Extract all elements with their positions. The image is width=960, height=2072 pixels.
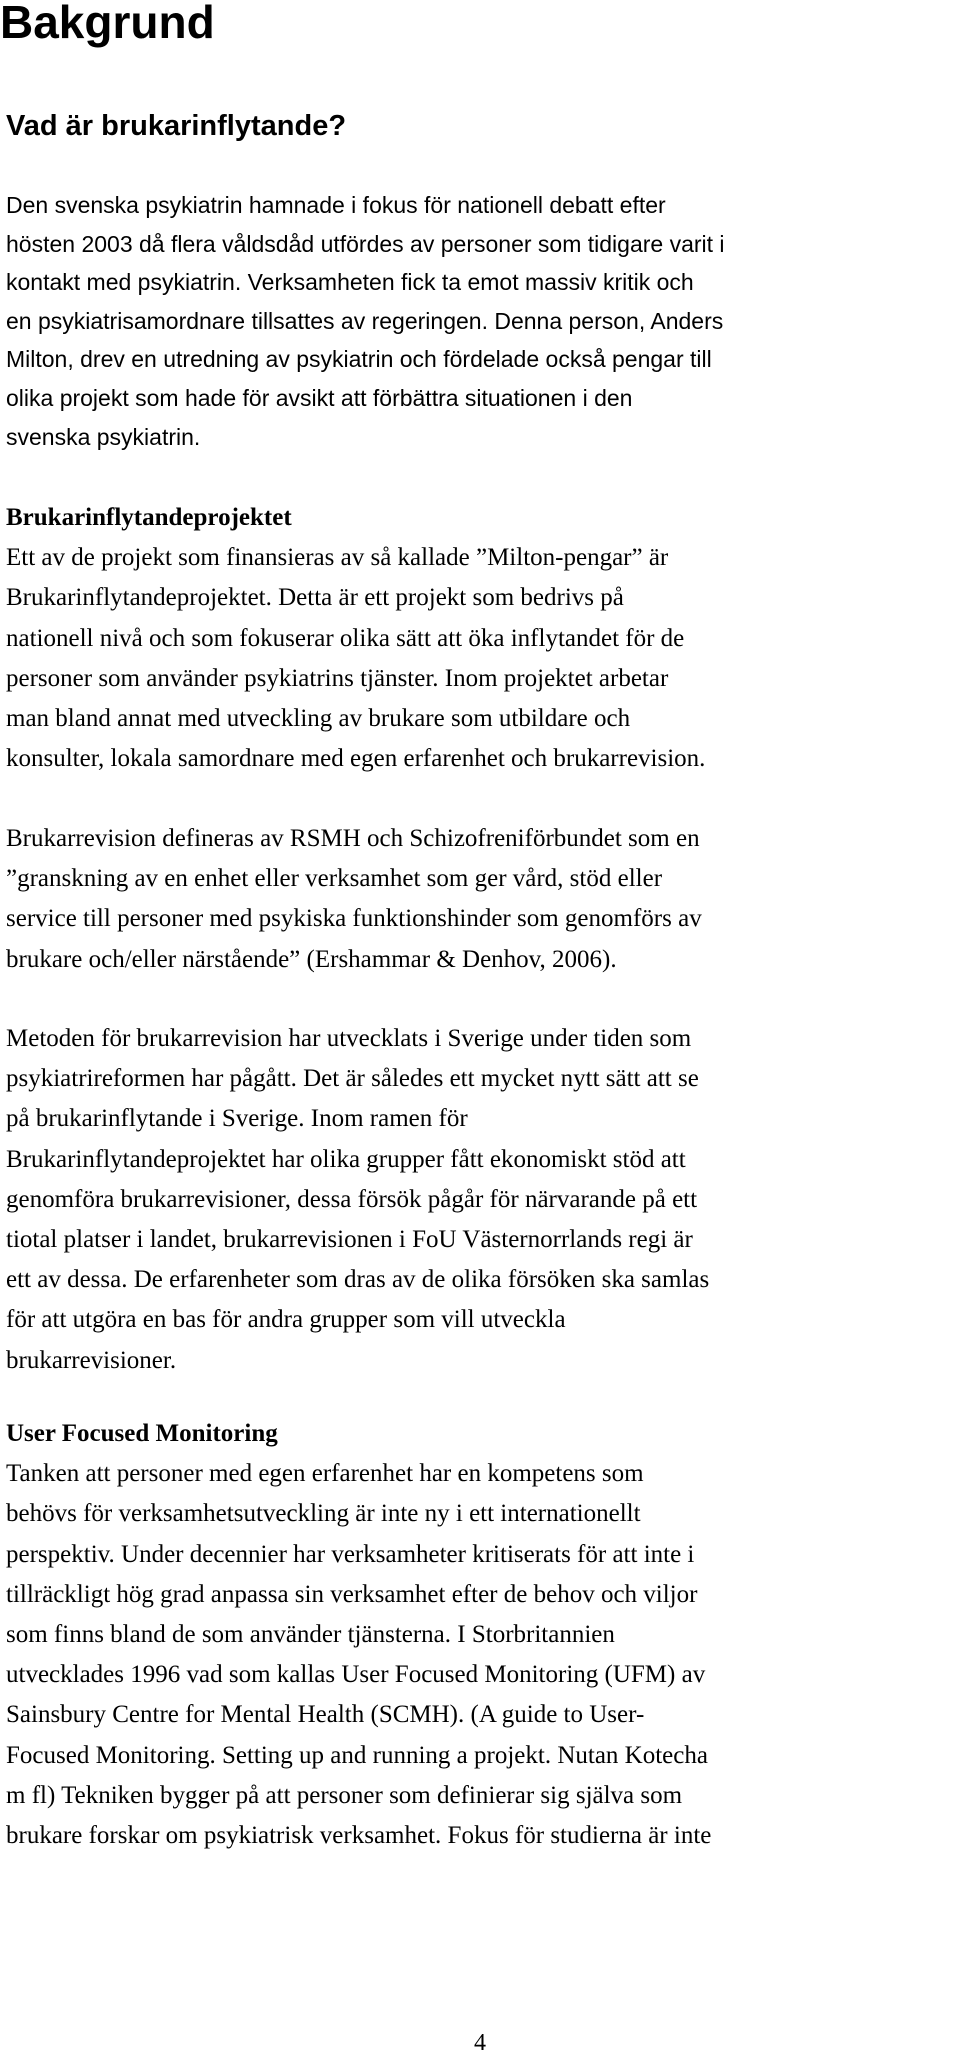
text-line: Metoden för brukarrevision har utvecklats i Sverige under tiden som: [6, 1025, 692, 1052]
text-line: tillräckligt hög grad anpassa sin verksamhet efter de behov och viljor: [6, 1580, 698, 1608]
text-line: en psykiatrisamordnare tillsattes av regeringen. Denna person, Anders: [6, 307, 724, 334]
section-heading: User Focused Monitoring: [6, 1420, 278, 1447]
page-number: 4: [474, 2030, 486, 2056]
section-user-focused-monitoring: [6, 1414, 956, 1856]
text-line: brukarrevisioner.: [6, 1346, 177, 1374]
text-line: Milton, drev en utredning av psykiatrin och fördelade också pengar till: [6, 346, 712, 373]
text-line: Brukarrevision defineras av RSMH och Schizofreniförbundet som en: [6, 825, 700, 852]
paragraph-intro: [6, 186, 956, 456]
text-line: på brukarinflytande i Sverige. Inom ramen för: [6, 1105, 468, 1133]
text-line: ”granskning av en enhet eller verksamhet som ger vård, stöd eller: [6, 865, 663, 893]
text-line: psykiatrireformen har pågått. Det är således ett mycket nytt sätt att se: [6, 1065, 699, 1093]
text-line: Focused Monitoring. Setting up and running a projekt. Nutan Kotecha: [6, 1741, 708, 1769]
text-line: ett av dessa. De erfarenheter som dras av de olika försöken ska samlas: [6, 1266, 710, 1294]
text-line: perspektiv. Under decennier har verksamheter kritiserats för att inte i: [6, 1540, 695, 1568]
page-title: Bakgrund: [0, 0, 215, 48]
text-line: service till personer med psykiska funktionshinder som genomförs av: [6, 905, 702, 933]
text-line: brukare och/eller närstående” (Ershammar & Denhov, 2006).: [6, 945, 617, 973]
text-line: Brukarinflytandeprojektet. Detta är ett projekt som bedrivs på: [6, 584, 624, 612]
text-line: brukare forskar om psykiatrisk verksamhet. Fokus för studierna är inte: [6, 1822, 712, 1850]
text-line: man bland annat med utveckling av brukare som utbildare och: [6, 705, 631, 733]
text-line: behövs för verksamhetsutveckling är inte ny i ett internationellt: [6, 1500, 641, 1528]
text-line: tiotal platser i landet, brukarrevisionen i FoU Västernorrlands regi är: [6, 1226, 693, 1254]
text-line: Ett av de projekt som finansieras av så kallade ”Milton-pengar” är: [6, 544, 669, 572]
section-subtitle: Vad är brukarinflytande?: [6, 110, 347, 142]
text-line: Tanken att personer med egen erfarenhet har en kompetens som: [6, 1460, 644, 1488]
text-line: personer som använder psykiatrins tjänster. Inom projektet arbetar: [6, 664, 669, 692]
text-line: olika projekt som hade för avsikt att förbättra situationen i den: [6, 384, 633, 411]
text-line: Sainsbury Centre for Mental Health (SCMH). (A guide to User-: [6, 1701, 645, 1729]
section-heading: Brukarinflytandeprojektet: [6, 504, 292, 531]
text-line: hösten 2003 då flera våldsdåd utfördes av personer som tidigare varit i: [6, 230, 725, 257]
text-line: kontakt med psykiatrin. Verksamheten fick ta emot massiv kritik och: [6, 269, 694, 296]
paragraph-metoden: [6, 1019, 956, 1381]
text-line: m fl) Tekniken bygger på att personer som definierar sig själva som: [6, 1781, 683, 1809]
text-line: Den svenska psykiatrin hamnade i fokus för nationell debatt efter: [6, 192, 666, 218]
text-line: som finns bland de som använder tjänsterna. I Storbritannien: [6, 1621, 615, 1649]
paragraph-brukarrevision-definition: [6, 819, 956, 980]
text-line: genomföra brukarrevisioner, dessa försök pågår för närvarande på ett: [6, 1185, 698, 1213]
text-line: utvecklades 1996 vad som kallas User Focused Monitoring (UFM) av: [6, 1661, 706, 1689]
text-line: svenska psykiatrin.: [6, 423, 201, 450]
text-line: nationell nivå och som fokuserar olika sätt att öka inflytandet för de: [6, 624, 685, 652]
text-line: konsulter, lokala samordnare med egen erfarenhet och brukarrevision.: [6, 745, 706, 773]
section-brukarinflytandeprojektet: [6, 498, 956, 779]
text-line: för att utgöra en bas för andra grupper som vill utveckla: [6, 1306, 566, 1334]
text-line: Brukarinflytandeprojektet har olika grupper fått ekonomiskt stöd att: [6, 1145, 686, 1173]
